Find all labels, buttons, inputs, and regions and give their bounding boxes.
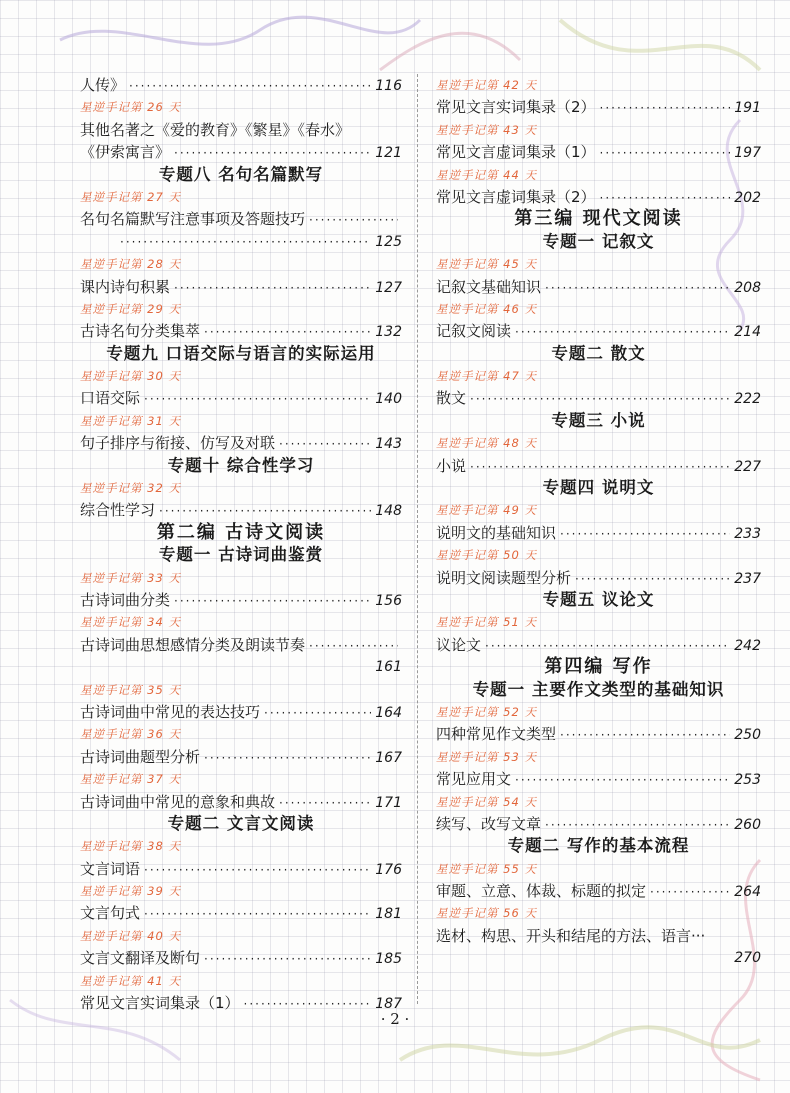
toc-entry: [436, 96, 761, 118]
dot-leader: [600, 97, 731, 119]
toc-entry-title: 其他名著之《爱的教育》《繁星》《春水》: [80, 120, 351, 139]
toc-entry-title: 议论文: [436, 635, 482, 654]
toc-page-number: 164: [375, 704, 402, 721]
toc-entry-title: 记叙文阅读: [436, 322, 512, 341]
toc-page-number: 237: [734, 570, 761, 587]
day-label: 星逆手记第 37 天: [80, 772, 181, 787]
day-label: 星逆手记第 52 天: [436, 704, 537, 719]
toc-entry: [436, 634, 761, 656]
day-label: 星逆手记第 31 天: [80, 413, 181, 428]
topic-heading: 专题十 综合性学习: [167, 455, 315, 475]
dot-leader: [560, 724, 730, 746]
day-label: 星逆手记第 53 天: [436, 749, 537, 764]
toc-entry-title: 说明文的基础知识: [436, 523, 557, 542]
dot-leader: [120, 231, 371, 253]
day-label: 星逆手记第 30 天: [80, 369, 181, 384]
toc-entry: [436, 567, 761, 589]
day-label: 星逆手记第 45 天: [436, 257, 537, 272]
toc-page-number: 148: [375, 503, 402, 520]
toc-page-number: 121: [375, 145, 402, 162]
toc-entry-title: 课内诗句积累: [80, 277, 171, 296]
toc-entry: [436, 455, 761, 477]
toc-page-number: 233: [734, 525, 761, 542]
topic-heading: 专题一 记叙文: [542, 231, 655, 251]
toc-entry-title: 常见应用文: [436, 770, 512, 789]
toc-page-number: 116: [375, 78, 402, 94]
toc-page-number: 171: [375, 794, 402, 811]
toc-entry: [80, 858, 402, 880]
day-label: 星逆手记第 50 天: [436, 548, 537, 563]
toc-entry-title: 小说: [436, 456, 467, 475]
toc-page-number: 270: [734, 950, 761, 967]
dot-leader: [174, 277, 371, 299]
dot-leader: [264, 702, 371, 724]
toc-page-number: 208: [734, 279, 761, 296]
part-heading: 第四编 写作: [544, 656, 653, 678]
toc-entry: [80, 947, 402, 969]
day-label: 星逆手记第 34 天: [80, 615, 181, 630]
toc-entry-title: 口语交际: [80, 389, 141, 408]
dot-leader: [575, 568, 730, 590]
toc-entry: [80, 387, 402, 409]
dot-leader: [174, 590, 371, 612]
toc-entry-title: 散文: [436, 389, 467, 408]
toc-page-number: 227: [734, 458, 761, 475]
day-label: 星逆手记第 42 天: [436, 78, 537, 92]
day-label: 星逆手记第 47 天: [436, 369, 537, 384]
day-label: 星逆手记第 54 天: [436, 794, 537, 809]
toc-left-column: [80, 74, 402, 1014]
toc-page-number: 167: [375, 749, 402, 766]
dot-leader: [545, 814, 730, 836]
toc-entry-title: 人传》: [80, 76, 126, 94]
dot-leader: [545, 277, 730, 299]
toc-page-number: 185: [375, 951, 402, 968]
dot-leader: [144, 903, 371, 925]
toc-entry: [436, 522, 761, 544]
toc-entry-title: 文言句式: [80, 904, 141, 923]
day-label: 星逆手记第 46 天: [436, 301, 537, 316]
day-label: 星逆手记第 44 天: [436, 167, 537, 182]
topic-heading: 专题四 说明文: [542, 478, 655, 498]
day-label: 星逆手记第 35 天: [80, 682, 181, 697]
toc-page-number: 222: [734, 391, 761, 408]
dot-leader: [174, 142, 371, 164]
toc-page-number: 253: [734, 772, 761, 789]
day-label: 星逆手记第 41 天: [80, 973, 181, 988]
toc-entry-title: 说明文阅读题型分析: [436, 568, 572, 587]
toc-entry-title: 记叙文基础知识: [436, 277, 542, 296]
topic-heading: 专题五 议论文: [542, 589, 655, 609]
toc-entry-title: 文言文翻译及断句: [80, 949, 201, 968]
dot-leader: [470, 388, 730, 410]
dot-leader: [309, 635, 398, 657]
toc-entry: [80, 589, 402, 611]
toc-entry: [80, 701, 402, 723]
toc-entry-title: 古诗名句分类集萃: [80, 322, 201, 341]
toc-entry-title: 名句名篇默写注意事项及答题技巧: [80, 210, 306, 229]
toc-entry: [436, 141, 761, 163]
dot-leader: [279, 792, 371, 814]
dot-leader: [485, 635, 730, 657]
day-label: 星逆手记第 48 天: [436, 436, 537, 451]
toc-entry: [80, 432, 402, 454]
toc-entry: [436, 387, 761, 409]
toc-page-number: 197: [734, 145, 761, 162]
dot-leader: [309, 209, 398, 231]
topic-heading: 专题二 文言文阅读: [167, 813, 315, 833]
day-label: 星逆手记第 49 天: [436, 503, 537, 518]
topic-heading: 专题八 名句名篇默写: [158, 164, 324, 184]
topic-heading: 专题一 主要作文类型的基础知识: [472, 679, 725, 699]
day-label: 星逆手记第 55 天: [436, 861, 537, 876]
toc-entry-title: 常见文言实词集录（1）: [80, 994, 240, 1013]
toc-page-number: 250: [734, 727, 761, 744]
topic-heading: 专题九 口语交际与语言的实际运用: [106, 343, 376, 363]
toc-entry-title: 古诗词曲分类: [80, 590, 171, 609]
dot-leader: [144, 388, 371, 410]
day-label: 星逆手记第 27 天: [80, 189, 181, 204]
dot-leader: [515, 321, 730, 343]
toc-entry-title: 《伊索寓言》: [80, 143, 171, 162]
day-label: 星逆手记第 56 天: [436, 906, 537, 921]
dot-leader: [204, 321, 371, 343]
toc-entry: [80, 141, 402, 163]
day-label: 星逆手记第 28 天: [80, 257, 181, 272]
dot-leader: [470, 456, 730, 478]
dot-leader: [279, 433, 371, 455]
dot-leader: [204, 747, 371, 769]
toc-entry-title: 古诗词曲思想感情分类及朗读节奏: [80, 635, 306, 654]
dot-leader: [159, 500, 371, 522]
toc-entry-title: 常见文言实词集录（2）: [436, 98, 596, 117]
toc-entry: [80, 634, 402, 656]
toc-entry-title: 句子排序与衔接、仿写及对联: [80, 434, 276, 453]
toc-entry: [436, 723, 761, 745]
dot-leader: [560, 523, 730, 545]
topic-heading: 专题三 小说: [551, 410, 646, 430]
dot-leader: [600, 142, 731, 164]
toc-page-number: 156: [375, 592, 402, 609]
page-number: · 2 ·: [380, 1010, 410, 1028]
toc-entry: [436, 276, 761, 298]
topic-heading: 专题二 散文: [551, 343, 646, 363]
toc-page-number: 214: [734, 324, 761, 341]
toc-entry: [80, 746, 402, 768]
toc-page-number: 132: [375, 324, 402, 341]
toc-entry: [436, 320, 761, 342]
day-label: 星逆手记第 51 天: [436, 615, 537, 630]
dot-leader: [600, 187, 731, 209]
toc-page-number: 187: [375, 996, 402, 1013]
toc-page-number: 242: [734, 637, 761, 654]
dot-leader: [650, 881, 730, 903]
topic-heading: 专题二 写作的基本流程: [507, 836, 690, 856]
toc-entry-title: 文言词语: [80, 859, 141, 878]
toc-entry: [80, 74, 402, 96]
toc-entry: [80, 902, 402, 924]
day-label: 星逆手记第 33 天: [80, 570, 181, 585]
day-label: 星逆手记第 39 天: [80, 884, 181, 899]
toc-page-number: 264: [734, 884, 761, 901]
toc-entry: [80, 208, 402, 230]
part-heading: 第三编 现代文阅读: [514, 208, 683, 230]
toc-entry-title: 四种常见作文类型: [436, 725, 557, 744]
toc-entry-title: 古诗词曲题型分析: [80, 747, 201, 766]
day-label: 星逆手记第 29 天: [80, 301, 181, 316]
toc-entry-title: 审题、立意、体裁、标题的拟定: [436, 882, 647, 901]
toc-page-number: 176: [375, 861, 402, 878]
toc-page-number: 161: [375, 659, 402, 676]
toc-entry-title: 古诗词曲中常见的意象和典故: [80, 792, 276, 811]
toc-entry: [436, 768, 761, 790]
column-divider: [417, 74, 418, 1004]
toc-entry: [80, 499, 402, 521]
day-label: 星逆手记第 38 天: [80, 839, 181, 854]
day-label: 星逆手记第 36 天: [80, 727, 181, 742]
toc-right-column: [436, 74, 761, 970]
toc-entry: [80, 320, 402, 342]
toc-entry: [80, 791, 402, 813]
toc-page-number: 202: [734, 189, 761, 206]
toc-entry-title: 古诗词曲中常见的表达技巧: [80, 702, 261, 721]
toc-entry: [80, 276, 402, 298]
dot-leader: [204, 948, 371, 970]
toc-entry-title: 综合性学习: [80, 501, 156, 520]
toc-entry: [436, 186, 761, 208]
toc-page-number: 125: [375, 233, 402, 250]
dot-leader: [129, 75, 371, 97]
toc-page-number: 143: [375, 436, 402, 453]
toc-entry-title: 常见文言虚词集录（1）: [436, 143, 596, 162]
day-label: 星逆手记第 32 天: [80, 481, 181, 496]
topic-heading: 专题一 古诗词曲鉴赏: [158, 545, 324, 565]
toc-entry-title: 续写、改写文章: [436, 814, 542, 833]
toc-page-number: 181: [375, 906, 402, 923]
toc-entry-title: 选材、构思、开头和结尾的方法、语言···: [436, 926, 706, 945]
dot-leader: [144, 859, 371, 881]
toc-page-number: 140: [375, 391, 402, 408]
toc-entry: [436, 880, 761, 902]
day-label: 星逆手记第 43 天: [436, 122, 537, 137]
part-heading: 第二编 古诗文阅读: [156, 521, 326, 543]
toc-entry-title: 常见文言虚词集录（2）: [436, 187, 596, 206]
dot-leader: [515, 769, 730, 791]
toc-entry-continuation: [80, 231, 402, 253]
toc-page-number: 127: [375, 279, 402, 296]
day-label: 星逆手记第 26 天: [80, 100, 181, 115]
toc-entry: [436, 813, 761, 835]
toc-page-number: 191: [734, 100, 761, 117]
day-label: 星逆手记第 40 天: [80, 928, 181, 943]
toc-page-number: 260: [734, 816, 761, 833]
